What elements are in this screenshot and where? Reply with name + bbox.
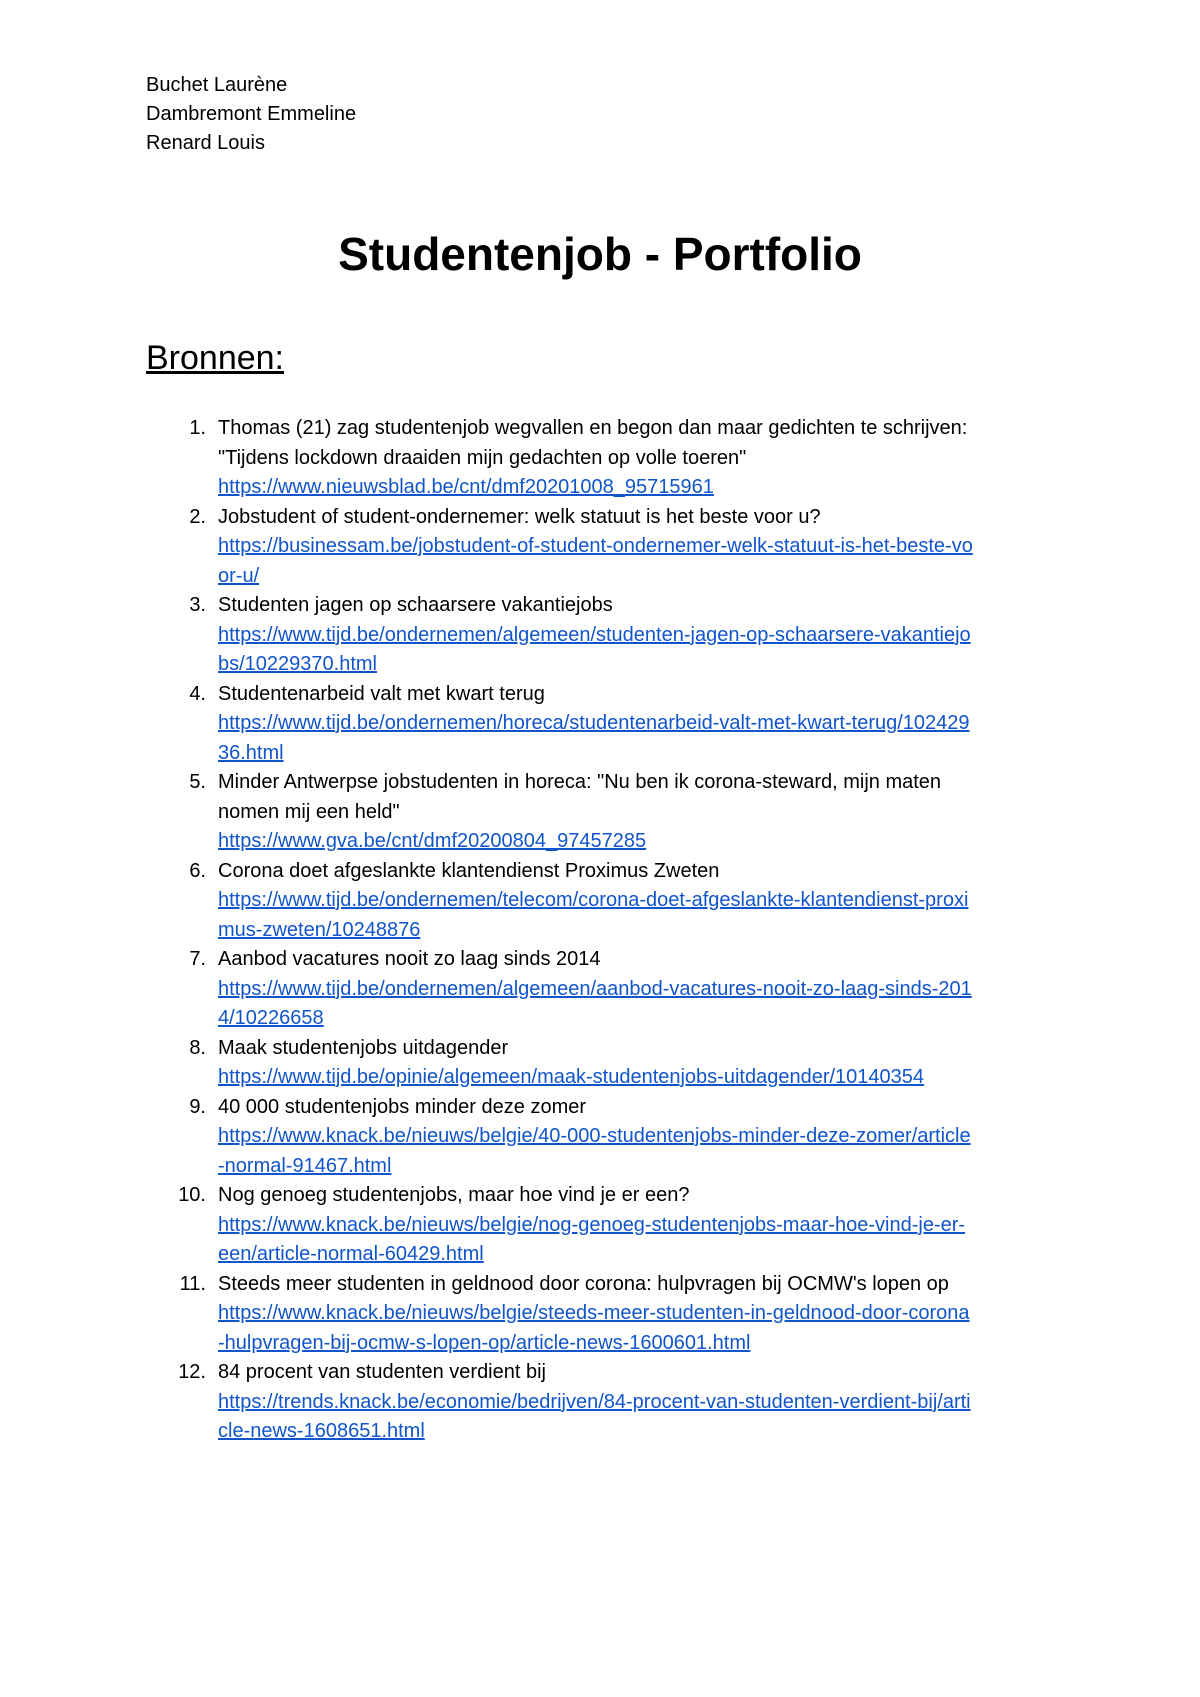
source-item [146, 768, 1066, 857]
source-item [146, 1034, 1066, 1093]
author-name: Dambremont Emmeline [146, 103, 357, 125]
source-link[interactable]: https://businessam.be/jobstudent-of-student-ondernemer-welk-statuut-is-het-beste-vo [218, 535, 973, 557]
source-number: 2. [189, 505, 206, 528]
source-link-line [218, 532, 1066, 562]
source-link[interactable]: cle-news-1608651.html [218, 1420, 425, 1442]
source-link-line [218, 621, 1066, 651]
source-number: 9. [189, 1095, 206, 1118]
source-link[interactable]: https://www.knack.be/nieuws/belgie/nog-genoeg-studentenjobs-maar-hoe-vind-je-er- [218, 1213, 966, 1236]
source-link[interactable]: or-u/ [218, 564, 260, 587]
source-title: Jobstudent of student-ondernemer: welk statuut is het beste voor u? [218, 505, 821, 528]
sources-list [146, 414, 1066, 1447]
source-link-line [218, 1299, 1066, 1329]
sources-heading: Bronnen: [146, 339, 284, 377]
source-number: 12. [178, 1361, 206, 1383]
source-item [146, 591, 1066, 680]
source-title: Steeds meer studenten in geldnood door corona: hulpvragen bij OCMW's lopen op [218, 1272, 949, 1295]
source-number: 5. [189, 771, 206, 793]
source-link[interactable]: https://www.knack.be/nieuws/belgie/steeds-meer-studenten-in-geldnood-door-corona [218, 1302, 970, 1324]
source-title: Studenten jagen op schaarsere vakantiejobs [218, 594, 613, 616]
source-number: 3. [189, 594, 206, 616]
source-link[interactable]: 36.html [218, 741, 284, 764]
source-item [146, 1358, 1066, 1447]
source-title: 40 000 studentenjobs minder deze zomer [218, 1095, 587, 1118]
source-number: 11. [179, 1272, 206, 1295]
source-title: Studentenarbeid valt met kwart terug [218, 682, 545, 705]
source-link-line [218, 473, 1066, 503]
source-link[interactable]: https://www.tijd.be/ondernemen/horeca/studentenarbeid-valt-met-kwart-terug/102429 [218, 712, 970, 734]
source-title: Corona doet afgeslankte klantendienst Proximus Zweten [218, 859, 720, 882]
source-item [146, 414, 1066, 503]
author-name: Buchet Laurène [146, 74, 288, 96]
source-link[interactable]: https://www.tijd.be/ondernemen/algemeen/aanbod-vacatures-nooit-zo-laag-sinds-201 [218, 977, 972, 1000]
source-link-line [218, 1240, 1066, 1270]
source-link[interactable]: -normal-91467.html [218, 1154, 392, 1177]
source-link[interactable]: https://www.tijd.be/opinie/algemeen/maak-studentenjobs-uitdagender/10140354 [218, 1066, 925, 1088]
source-link[interactable]: https://www.knack.be/nieuws/belgie/40-000-studentenjobs-minder-deze-zomer/article [218, 1125, 971, 1147]
source-link[interactable]: https://trends.knack.be/economie/bedrijven/84-procent-van-studenten-verdient-bij/arti [218, 1390, 971, 1413]
source-number: 4. [189, 682, 206, 705]
source-link[interactable]: 4/10226658 [218, 1007, 324, 1029]
source-link-line [218, 1417, 1066, 1447]
source-link[interactable]: https://www.gva.be/cnt/dmf20200804_97457285 [218, 830, 647, 852]
source-link-line [218, 562, 1066, 592]
author-list [146, 71, 356, 158]
source-link[interactable]: bs/10229370.html [218, 653, 378, 675]
source-link-line [218, 1152, 1066, 1182]
source-number: 1. [189, 417, 206, 439]
source-number: 8. [189, 1036, 206, 1059]
source-title: 84 procent van studenten verdient bij [218, 1361, 546, 1383]
source-number: 7. [189, 948, 206, 970]
source-title: "Tijdens lockdown draaiden mijn gedachten op volle toeren" [218, 446, 747, 469]
source-title: Nog genoeg studentenjobs, maar hoe vind je er een? [218, 1184, 690, 1206]
source-link-line [218, 739, 1066, 769]
source-link-line [218, 1063, 1066, 1093]
source-link-line [218, 1122, 1066, 1152]
source-number: 10. [178, 1184, 206, 1206]
source-title: Thomas (21) zag studentenjob wegvallen en begon dan maar gedichten te schrijven: [218, 417, 968, 439]
source-link-line [218, 1211, 1066, 1241]
source-link[interactable]: een/article-normal-60429.html [218, 1243, 484, 1265]
source-item [146, 945, 1066, 1034]
source-title: Minder Antwerpse jobstudenten in horeca: "Nu ben ik corona-steward, mijn maten [218, 771, 942, 793]
source-link-line [218, 1329, 1066, 1359]
source-link-line [218, 1004, 1066, 1034]
source-item [146, 503, 1066, 592]
source-link[interactable]: mus-zweten/10248876 [218, 918, 421, 941]
source-link[interactable]: https://www.tijd.be/ondernemen/algemeen/studenten-jagen-op-schaarsere-vakantiejo [218, 623, 971, 646]
source-link-line [218, 916, 1066, 946]
source-number: 6. [189, 859, 206, 882]
source-item [146, 680, 1066, 769]
source-link-line [218, 827, 1066, 857]
source-item [146, 857, 1066, 946]
author-name: Renard Louis [146, 132, 265, 154]
source-item [146, 1181, 1066, 1270]
source-link-line [218, 975, 1066, 1005]
source-title: Aanbod vacatures nooit zo laag sinds 2014 [218, 948, 601, 970]
source-link-line [218, 709, 1066, 739]
source-link-line [218, 650, 1066, 680]
source-link[interactable]: https://www.nieuwsblad.be/cnt/dmf20201008_95715961 [218, 476, 714, 498]
source-link[interactable]: https://www.tijd.be/ondernemen/telecom/corona-doet-afgeslankte-klantendienst-proxi [218, 889, 969, 911]
source-title: nomen mij een held" [218, 800, 400, 823]
source-title: Maak studentenjobs uitdagender [218, 1036, 509, 1059]
source-item [146, 1270, 1066, 1359]
document-title: Studentenjob - Portfolio [338, 228, 862, 280]
source-link-line [218, 1388, 1066, 1418]
source-link-line [218, 886, 1066, 916]
source-item [146, 1093, 1066, 1182]
source-link[interactable]: -hulpvragen-bij-ocmw-s-lopen-op/article-news-1600601.html [218, 1331, 751, 1354]
